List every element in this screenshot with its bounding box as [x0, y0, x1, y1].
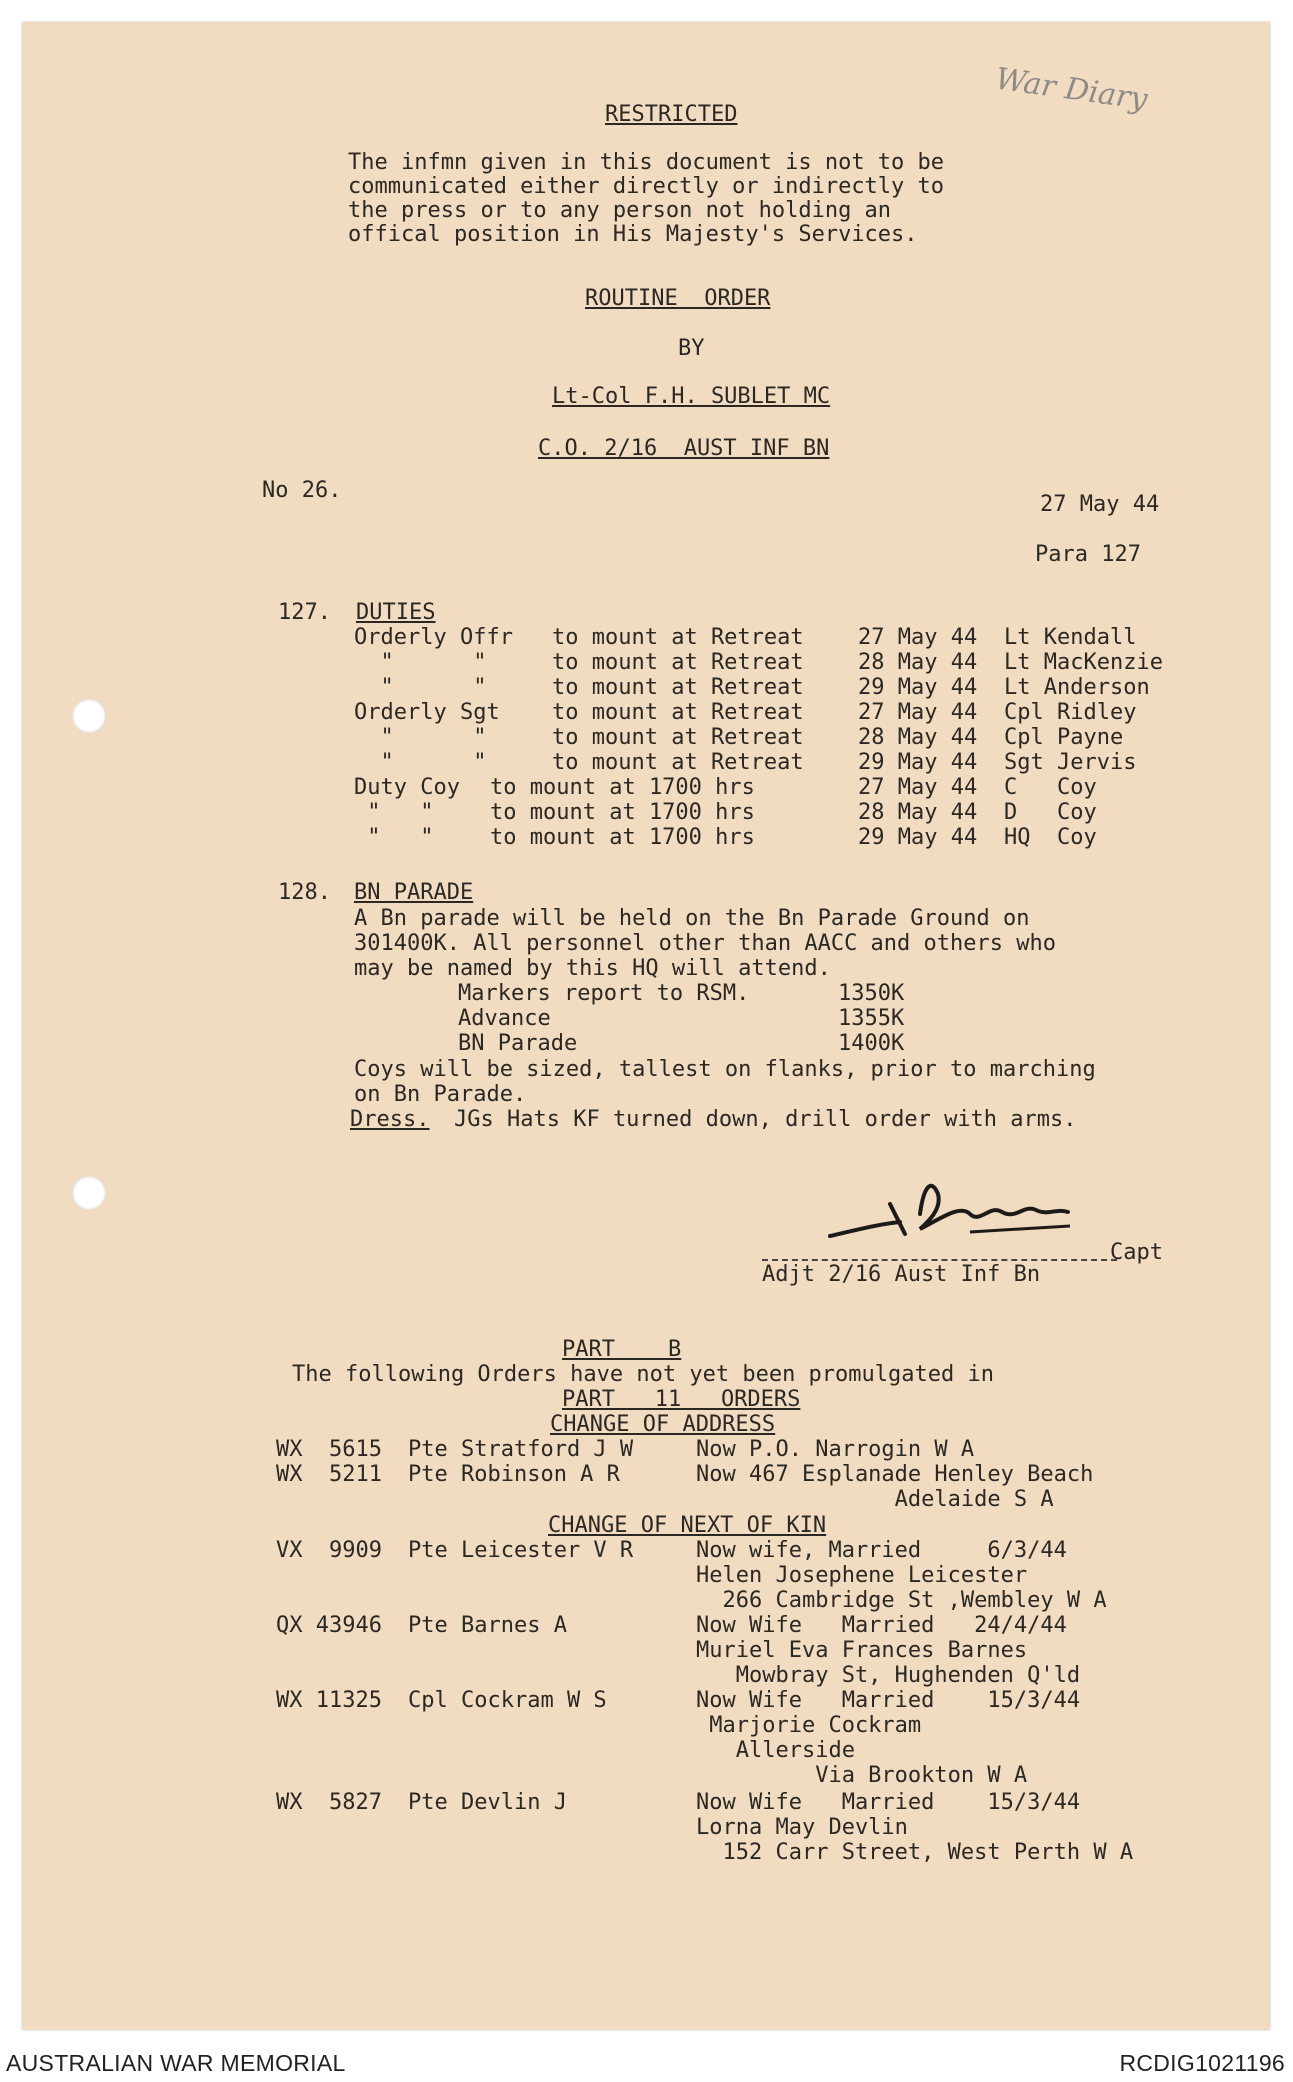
- rank-name: Pte Devlin J: [408, 1790, 567, 1815]
- duty-label: " ": [354, 725, 487, 750]
- change-of-address-heading: CHANGE OF ADDRESS: [550, 1412, 776, 1437]
- duty-task: to mount at 1700 hrs: [490, 800, 755, 825]
- signature-line: [762, 1259, 1117, 1261]
- service-number: WX 5211: [276, 1462, 382, 1487]
- duty-label: " ": [354, 750, 487, 775]
- duty-label: Orderly Sgt: [354, 700, 500, 725]
- duty-assignee: Cpl Ridley: [1004, 700, 1137, 725]
- duty-task: to mount at Retreat: [552, 725, 804, 750]
- unit-name: C.O. 2/16 AUST INF BN: [538, 436, 830, 461]
- duty-task: to mount at Retreat: [552, 625, 804, 650]
- duty-task: to mount at Retreat: [552, 700, 804, 725]
- entry-detail: Now Wife Married 15/3/44: [696, 1790, 1081, 1815]
- rank-name: Pte Barnes A: [408, 1613, 567, 1638]
- punch-hole-top: [72, 699, 106, 733]
- parade-line: on Bn Parade.: [354, 1082, 527, 1107]
- duty-assignee: Lt Anderson: [1004, 675, 1150, 700]
- parade-line: 301400K. All personnel other than AACC and others who: [354, 931, 1056, 956]
- entry-detail: Mowbray St, Hughenden Q'ld: [696, 1663, 1081, 1688]
- duty-task: to mount at 1700 hrs: [490, 775, 755, 800]
- handwritten-note: War Diary: [993, 61, 1150, 118]
- entry-detail: Adelaide S A: [696, 1487, 1054, 1512]
- parade-line: may be named by this HQ will attend.: [354, 956, 831, 981]
- schedule-item: Advance: [458, 1006, 551, 1031]
- dress-text: JGs Hats KF turned down, drill order with arms.: [454, 1107, 1077, 1132]
- duty-label: " ": [354, 650, 487, 675]
- section-heading: DUTIES: [356, 600, 436, 625]
- archive-id: RCDIG1021196: [1119, 2050, 1285, 2076]
- duty-label: Orderly Offr: [354, 625, 513, 650]
- duty-date: 28 May 44: [858, 725, 978, 750]
- order-number: No 26.: [262, 478, 342, 503]
- rank-name: Pte Robinson A R: [408, 1462, 620, 1487]
- duty-label: " ": [354, 675, 487, 700]
- schedule-time: 1400K: [838, 1031, 905, 1056]
- order-by: BY: [678, 336, 705, 361]
- duty-label: " ": [354, 800, 434, 825]
- signature-scribble: [820, 1174, 1100, 1254]
- duty-date: 27 May 44: [858, 625, 978, 650]
- entry-detail: Marjorie Cockram: [696, 1713, 922, 1738]
- duty-assignee: D Coy: [1004, 800, 1097, 825]
- duty-label: " ": [354, 825, 434, 850]
- service-number: WX 5827: [276, 1790, 382, 1815]
- part-b-heading: PART B: [562, 1337, 682, 1362]
- section-number: 128.: [278, 880, 331, 905]
- service-number: QX 43946: [276, 1613, 382, 1638]
- order-date: 27 May 44: [1040, 492, 1160, 517]
- duty-assignee: Sgt Jervis: [1004, 750, 1137, 775]
- entry-detail: Now Wife Married 24/4/44: [696, 1613, 1067, 1638]
- duty-task: to mount at Retreat: [552, 750, 804, 775]
- duty-assignee: HQ Coy: [1004, 825, 1097, 850]
- duty-date: 29 May 44: [858, 750, 978, 775]
- classification-heading: RESTRICTED: [605, 102, 738, 127]
- parade-line: A Bn parade will be held on the Bn Parade Ground on: [354, 906, 1030, 931]
- entry-detail: Now Wife Married 15/3/44: [696, 1688, 1081, 1713]
- notice-line: offical position in His Majesty's Services.: [348, 222, 918, 247]
- paragraph-ref: Para 127: [1035, 542, 1141, 567]
- archive-label: AUSTRALIAN WAR MEMORIAL: [6, 2050, 346, 2076]
- duty-task: to mount at Retreat: [552, 675, 804, 700]
- service-number: VX 9909: [276, 1538, 382, 1563]
- duty-date: 27 May 44: [858, 700, 978, 725]
- entry-detail: Now 467 Esplanade Henley Beach: [696, 1462, 1094, 1487]
- duty-date: 27 May 44: [858, 775, 978, 800]
- part-ii-heading: PART 11 ORDERS: [562, 1387, 801, 1412]
- entry-detail: 152 Carr Street, West Perth W A: [696, 1840, 1134, 1865]
- schedule-time: 1350K: [838, 981, 905, 1006]
- service-number: WX 5615: [276, 1437, 382, 1462]
- signature-rank: Capt: [1110, 1240, 1163, 1265]
- notice-line: communicated either directly or indirectly to: [348, 174, 945, 199]
- change-of-nok-heading: CHANGE OF NEXT OF KIN: [548, 1513, 827, 1538]
- entry-detail: 266 Cambridge St ,Wembley W A: [696, 1588, 1107, 1613]
- section-number: 127.: [278, 600, 331, 625]
- commander-name: Lt-Col F.H. SUBLET MC: [552, 384, 831, 409]
- rank-name: Pte Stratford J W: [408, 1437, 634, 1462]
- duty-date: 29 May 44: [858, 825, 978, 850]
- rank-name: Pte Leicester V R: [408, 1538, 634, 1563]
- duty-date: 28 May 44: [858, 800, 978, 825]
- part-b-intro: The following Orders have not yet been promulgated in: [292, 1362, 994, 1387]
- schedule-item: Markers report to RSM.: [458, 981, 750, 1006]
- document-page: [22, 22, 1270, 2030]
- service-number: WX 11325: [276, 1688, 382, 1713]
- notice-line: The infmn given in this document is not to be: [348, 150, 945, 175]
- order-title: ROUTINE ORDER: [585, 286, 771, 311]
- duty-assignee: Lt MacKenzie: [1004, 650, 1163, 675]
- duty-label: Duty Coy: [354, 775, 460, 800]
- entry-detail: Muriel Eva Frances Barnes: [696, 1638, 1028, 1663]
- dress-label: Dress.: [350, 1107, 430, 1132]
- entry-detail: Now wife, Married 6/3/44: [696, 1538, 1067, 1563]
- duty-assignee: C Coy: [1004, 775, 1097, 800]
- duty-assignee: Cpl Payne: [1004, 725, 1124, 750]
- duty-task: to mount at Retreat: [552, 650, 804, 675]
- entry-detail: Lorna May Devlin: [696, 1815, 908, 1840]
- entry-detail: Allerside: [696, 1738, 855, 1763]
- punch-hole-bottom: [72, 1176, 106, 1210]
- rank-name: Cpl Cockram W S: [408, 1688, 607, 1713]
- section-heading: BN PARADE: [354, 880, 474, 905]
- schedule-item: BN Parade: [458, 1031, 578, 1056]
- duty-task: to mount at 1700 hrs: [490, 825, 755, 850]
- parade-line: Coys will be sized, tallest on flanks, prior to marching: [354, 1057, 1096, 1082]
- duty-date: 28 May 44: [858, 650, 978, 675]
- duty-assignee: Lt Kendall: [1004, 625, 1137, 650]
- entry-detail: Helen Josephene Leicester: [696, 1563, 1028, 1588]
- entry-detail: Via Brookton W A: [696, 1763, 1028, 1788]
- entry-detail: Now P.O. Narrogin W A: [696, 1437, 975, 1462]
- schedule-time: 1355K: [838, 1006, 905, 1031]
- notice-line: the press or to any person not holding an: [348, 198, 892, 223]
- signature-title: Adjt 2/16 Aust Inf Bn: [762, 1262, 1041, 1287]
- duty-date: 29 May 44: [858, 675, 978, 700]
